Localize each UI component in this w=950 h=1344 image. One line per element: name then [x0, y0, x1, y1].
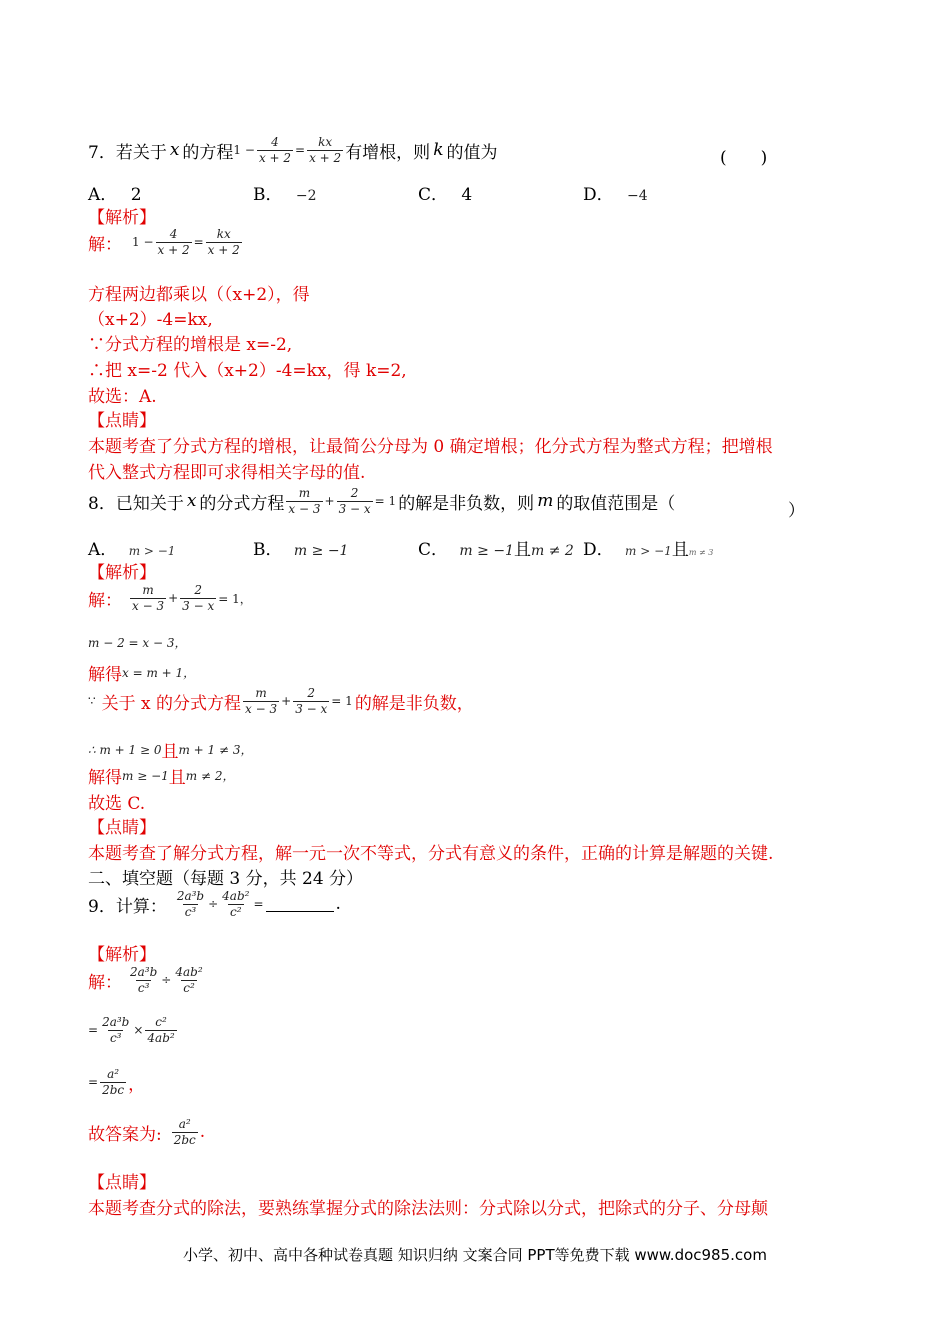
q9-eq: =	[253, 897, 264, 912]
q7-answer-paren: ( )	[720, 148, 768, 168]
q9-solution-line-2	[88, 1016, 179, 1044]
q9-period: .	[335, 894, 341, 915]
q8-opt-d-val2: m ≠ 3	[688, 548, 714, 557]
q7-eq-equals: =	[295, 143, 306, 158]
q9-ans-period: .	[199, 1122, 206, 1143]
q7-eq-fraction-1	[257, 136, 293, 164]
q9-comment-line-1: 本题考查分式的除法，要熟练掌握分式的除法法则：分式除以分式，把除式的分子、分母颠	[88, 1199, 768, 1219]
q8-sol-d2: 3 − x	[182, 598, 215, 613]
q9-solution-line-3	[88, 1068, 145, 1096]
q9-s3-n: a²	[107, 1067, 120, 1081]
q8-step5-and: 且	[168, 768, 186, 788]
q8-opt-b-val: m ≥ −1	[293, 543, 349, 559]
q8-step3-d1: x − 3	[245, 701, 278, 716]
q8-step5-a: 解得	[88, 768, 122, 788]
q9-s3-comma: ，	[128, 1074, 146, 1095]
q7-eq-d2: x + 2	[309, 150, 342, 165]
q9-sol-label: 解：	[88, 972, 122, 993]
q8-option-b	[253, 535, 348, 560]
q8-eq-fraction-1	[286, 487, 322, 515]
q8-step3-plus: +	[281, 694, 292, 709]
q8-prompt-d: 的取值范围是（	[556, 493, 676, 514]
q7-option-d	[583, 180, 648, 205]
q7-solution-eq	[88, 228, 244, 256]
q7-opt-b-label: B．	[253, 185, 283, 205]
q8-step-2	[88, 660, 195, 685]
q9-d1: c³	[184, 904, 197, 919]
q8-option-a	[88, 535, 175, 560]
section-2-title: 二、填空题（每题 3 分，共 24 分）	[88, 869, 364, 889]
q8-number: 8．	[88, 493, 116, 514]
q7-eq-one: 1 −	[233, 143, 255, 158]
q8-step3-a: 关于 x 的分式方程	[101, 693, 242, 714]
q7-opt-c-label: C．	[418, 185, 449, 205]
q8-step3-n2: 2	[307, 686, 316, 700]
q9-ans-d: 2bc	[173, 1132, 196, 1147]
q8-step3-d2: 3 − x	[295, 701, 328, 716]
q7-eq-n2: kx	[318, 135, 333, 149]
q8-eq-plus: +	[324, 494, 335, 509]
q8-solution-eq	[88, 584, 252, 612]
q9-s1-n2: 4ab²	[175, 965, 203, 979]
q9-fraction-1	[175, 890, 206, 918]
q9-s2-d2: 4ab²	[147, 1030, 175, 1045]
q9-analysis-title: 【解析】	[88, 945, 156, 965]
q9-number: 9．	[88, 896, 116, 917]
q7-step-1: 方程两边都乘以（（x+2），得	[88, 285, 310, 305]
q8-option-c	[418, 535, 574, 560]
q8-opt-d-val1: m > −1	[625, 544, 672, 558]
q8-step3-rhs: = 1	[331, 694, 353, 709]
q9-n2: 4ab²	[222, 889, 250, 903]
q8-opt-d-and: 且	[671, 540, 689, 560]
q9-div: ÷	[208, 897, 219, 912]
q8-step2-a: 解得	[88, 665, 122, 685]
q9-answer-line	[88, 1118, 205, 1146]
q8-opt-d-label: D．	[583, 540, 614, 560]
q7-sol-d1: x + 2	[157, 242, 190, 257]
q8-step-3	[88, 687, 474, 715]
q7-prompt-b: 的方程	[182, 142, 234, 163]
q7-sol-fraction-2	[206, 228, 242, 256]
q7-sol-fraction-1	[156, 228, 192, 256]
q7-option-b	[253, 180, 317, 205]
q7-var-x: x	[169, 140, 180, 161]
q8-opt-c-and: 且	[513, 540, 531, 560]
q8-step4-b: m + 1 ≠ 3，	[178, 743, 253, 757]
q8-eq-n2: 2	[350, 486, 359, 500]
q7-eq-n1: 4	[271, 135, 279, 149]
q8-comment-title: 【点睛】	[88, 818, 156, 838]
q9-ans-n: a²	[178, 1117, 191, 1131]
q8-step4-a: ∴ m + 1 ≥ 0	[88, 742, 162, 757]
q9-d2: c²	[230, 904, 242, 919]
q9-comment-title: 【点睛】	[88, 1173, 156, 1193]
q9-answer-blank	[266, 897, 334, 912]
q8-comment-line-1: 本题考查了解分式方程，解一元一次不等式，分式有意义的条件，正确的计算是解题的关键.	[88, 844, 774, 864]
q8-opt-c-label: C．	[418, 540, 449, 560]
q8-step5-b: m ≥ −1	[122, 768, 169, 783]
q7-var-k: k	[433, 140, 444, 161]
q8-opt-a-val: m > −1	[128, 544, 176, 558]
q8-var-x: x	[186, 491, 197, 512]
q9-s3-fraction	[100, 1068, 126, 1096]
q8-sol-plus: +	[168, 591, 179, 606]
q7-prompt-a: 若关于	[115, 142, 167, 163]
q8-opt-c-val1: m ≥ −1	[459, 543, 514, 559]
q9-stem	[88, 890, 341, 918]
q9-s1-n1: 2a³b	[130, 965, 158, 979]
q7-comment-title: 【点睛】	[88, 411, 156, 431]
q9-s1-fraction-2	[173, 966, 204, 994]
q8-sol-fraction-2	[180, 584, 216, 612]
q8-step5-c: m ≠ 2，	[185, 769, 235, 783]
q9-s2-eq: =	[88, 1023, 99, 1038]
q8-step3-because: ∵	[88, 694, 96, 709]
q9-s1-div: ÷	[161, 973, 172, 988]
q7-eq-d1: x + 2	[258, 150, 292, 165]
q8-sol-rhs: = 1，	[218, 591, 252, 606]
q8-eq-fraction-2	[337, 487, 373, 515]
q8-paren-close: ）	[788, 501, 805, 521]
q8-analysis-title: 【解析】	[88, 563, 156, 583]
q7-sol-n1: 4	[169, 227, 178, 241]
q7-opt-b-val: −2	[295, 188, 317, 204]
q9-s2-fraction-1	[100, 1016, 131, 1044]
q8-step3-n1: m	[255, 686, 267, 700]
q8-step-1: m − 2 = x − 3，	[88, 636, 187, 650]
q7-sol-d2: x + 2	[207, 242, 240, 257]
q9-s2-times: ×	[133, 1023, 144, 1038]
q8-step2-b: x = m + 1，	[122, 666, 196, 680]
q8-sol-fraction-1	[130, 584, 166, 612]
q7-option-a	[88, 180, 142, 205]
q9-prompt: 计算：	[115, 896, 167, 917]
q9-solution-line-1	[88, 966, 207, 994]
q8-sol-n1: m	[142, 583, 154, 597]
q8-sol-label: 解：	[88, 590, 122, 611]
q8-step-4	[88, 737, 253, 762]
q7-prompt-d: 的值为	[446, 142, 498, 163]
q9-s3-eq: =	[88, 1075, 99, 1090]
q8-sol-n2: 2	[194, 583, 203, 597]
q7-step-2: （x+2）-4=kx,	[88, 310, 213, 330]
q7-opt-a-label: A．	[88, 185, 118, 205]
q8-step4-and: 且	[161, 742, 179, 762]
q7-opt-c-val: 4	[461, 185, 473, 205]
q9-s2-n1: 2a³b	[102, 1015, 130, 1029]
q8-sol-d1: x − 3	[132, 598, 165, 613]
q7-eq-fraction-2	[307, 136, 343, 164]
q8-step3-b: 的解是非负数，	[354, 693, 474, 714]
q8-eq-n1: m	[298, 486, 311, 500]
q7-step-3: ∵分式方程的增根是 x=-2,	[88, 335, 293, 355]
q7-sol-one: 1 −	[132, 235, 154, 250]
q8-eq-rhs: = 1	[374, 494, 397, 509]
q7-number: 7．	[88, 142, 116, 163]
q7-prompt-c: 有增根，则	[345, 142, 431, 163]
q9-s1-d2: c²	[183, 980, 195, 995]
q8-step3-fraction-1	[243, 687, 279, 715]
q8-eq-d1: x − 3	[288, 501, 321, 516]
q7-sol-label: 解：	[88, 234, 122, 255]
q9-n1: 2a³b	[176, 889, 205, 903]
q8-eq-d2: 3 − x	[338, 501, 371, 516]
q8-var-m: m	[537, 491, 554, 512]
q7-step-4: ∴把 x=-2 代入（x+2）-4=kx，得 k=2,	[88, 361, 407, 381]
q8-prompt-a: 已知关于	[115, 493, 184, 514]
q8-opt-a-label: A．	[88, 540, 118, 560]
q9-s2-d1: c³	[109, 1030, 122, 1045]
q8-stem	[88, 487, 675, 515]
q7-analysis-title: 【解析】	[88, 208, 156, 228]
q7-opt-a-val: 2	[130, 185, 142, 205]
q8-option-d	[583, 535, 713, 560]
q7-comment-line-1: 本题考查了分式方程的增根，让最简公分母为 0 确定增根；化分式方程为整式方程；把增根	[88, 437, 773, 457]
q7-option-c	[418, 180, 472, 205]
q8-prompt-c: 的解是非负数，则	[398, 493, 535, 514]
q7-stem	[88, 136, 498, 164]
q7-opt-d-val: −4	[627, 188, 648, 204]
page-footer: 小学、初中、高中各种试卷真题 知识归纳 文案合同 PPT等免费下载 www.doc985.com	[183, 1246, 767, 1264]
q7-sol-eq: =	[193, 235, 204, 250]
q7-choose: 故选：A.	[88, 387, 157, 407]
q7-opt-d-label: D．	[583, 185, 614, 205]
q9-fraction-2	[220, 890, 251, 918]
q7-comment-line-2: 代入整式方程即可求得相关字母的值.	[88, 463, 366, 483]
q8-opt-b-label: B．	[253, 540, 283, 560]
q9-s1-fraction-1	[128, 966, 159, 994]
q8-choose: 故选 C.	[88, 794, 146, 814]
q9-s2-n2: c²	[155, 1015, 167, 1029]
q9-s2-fraction-2	[145, 1016, 176, 1044]
q9-s1-d1: c³	[137, 980, 150, 995]
q7-sol-n2: kx	[216, 227, 231, 241]
q8-opt-c-val2: m ≠ 2	[530, 543, 574, 559]
q8-step-5	[88, 763, 234, 788]
q9-answer-fraction	[172, 1118, 198, 1146]
q8-step3-fraction-2	[293, 687, 329, 715]
q9-answer-label: 故答案为:	[88, 1124, 162, 1145]
q9-s3-d: 2bc	[102, 1082, 125, 1097]
q8-prompt-b: 的分式方程	[199, 493, 285, 514]
